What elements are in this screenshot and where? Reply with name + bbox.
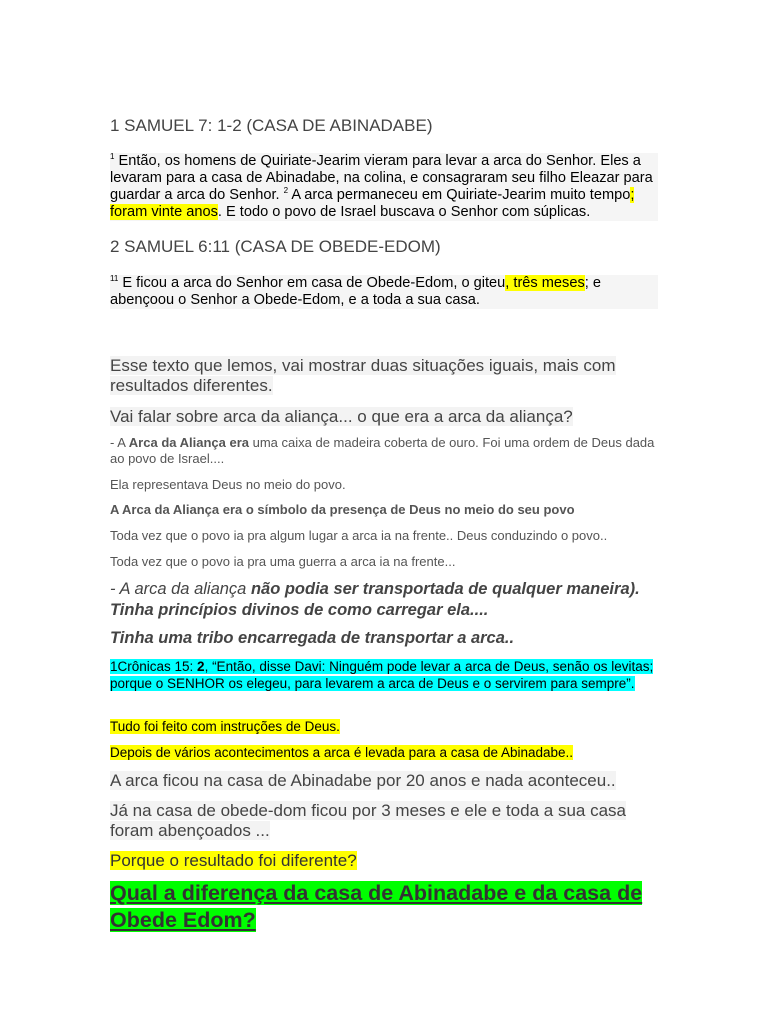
paragraph-text: uma caixa de madeira coberta de ouro. Foi uma ordem de Deus dada ao povo de Israel....: [110, 435, 655, 466]
final-question: [110, 880, 658, 934]
highlight-yellow: , três meses: [505, 275, 585, 291]
scripture-quote: [110, 658, 658, 692]
paragraph-text: Esse texto que lemos, vai mostrar duas situações iguais, mais com resultados diferentes.: [110, 356, 616, 395]
verse-number: 1: [110, 152, 115, 161]
quote-text: 1Crônicas 15:: [110, 659, 198, 674]
verse-number: 2: [283, 186, 289, 195]
heading-1-samuel: 1 SAMUEL 7: 1-2 (CASA DE ABINADABE): [110, 116, 433, 135]
question: [110, 851, 658, 871]
bold-italic-text: não podia ser transportada de qualquer maneira). Tinha princípios divinos de como carregar ela....: [110, 580, 640, 619]
paragraph-text: Já na casa de obede-dom ficou por 3 meses e ele e toda a sua casa foram abençoados ...: [110, 801, 626, 840]
paragraph-text: A arca ficou na casa de Abinadabe por 20 anos e nada aconteceu..: [110, 771, 616, 790]
heading-2-samuel: 2 SAMUEL 6:11 (CASA DE OBEDE-EDOM): [110, 237, 441, 256]
paragraph: [110, 718, 658, 735]
highlight-yellow: Porque o resultado foi diferente?: [110, 851, 357, 870]
verse-text: ; e abençoou o Senhor a Obede-Edom, e a toda a sua casa.: [110, 275, 601, 308]
highlight-yellow: Depois de vários acontecimentos a arca é levada para a casa de Abinadabe..: [110, 745, 574, 760]
verse-1-samuel: [110, 153, 658, 221]
paragraph-bold-italic: Tinha uma tribo encarregada de transportar a arca..: [110, 629, 515, 647]
quote-text: , “Então, disse Davi: Ninguém pode levar a arca de Deus, senão os levitas; porque o SENHOR os elegeu, para levarem a arca de Deus e o servirem para sempre”.: [110, 659, 654, 691]
paragraph: Ela representava Deus no meio do povo.: [110, 477, 346, 492]
paragraph: Toda vez que o povo ia pra algum lugar a arca ia na frente.. Deus conduzindo o povo..: [110, 528, 608, 543]
verse-text: E ficou a arca do Senhor em casa de Obede-Edom, o giteu: [118, 275, 506, 291]
verse-2-samuel: [110, 275, 658, 309]
verse-text: A arca permaneceu em Quiriate-Jearim muito tempo: [288, 187, 631, 203]
highlight-green: Qual a diferença da casa de Abinadabe e da casa de Obede Edom?: [110, 881, 643, 932]
italic-text: - A arca da aliança: [110, 580, 251, 598]
bold-text: 2: [197, 659, 205, 674]
paragraph: [110, 771, 658, 791]
paragraph-text: - A: [110, 435, 129, 450]
highlight-yellow: Tudo foi feito com instruções de Deus.: [110, 719, 340, 734]
highlight-yellow: ; foram vinte anos: [110, 187, 635, 220]
highlight-cyan: [110, 659, 653, 691]
verse-number: 11: [110, 274, 119, 283]
paragraph: Toda vez que o povo ia pra uma guerra a arca ia na frente...: [110, 554, 456, 569]
paragraph: [110, 407, 658, 427]
bold-text: Arca da Aliança era: [128, 435, 249, 450]
paragraph-text: Vai falar sobre arca da aliança... o que era a arca da aliança?: [110, 407, 573, 426]
paragraph: [110, 744, 658, 761]
verse-text: . E todo o povo de Israel buscava o Senhor com súplicas.: [217, 204, 591, 220]
paragraph: [110, 435, 658, 467]
paragraph-bold-italic: [110, 579, 658, 621]
paragraph: [110, 801, 658, 841]
verse-text: Então, os homens de Quiriate-Jearim vieram para levar a arca do Senhor. Eles a levaram para a casa de Abinadabe, na colina, e consagraram seu filho Eleazar para guardar a arca do Senhor.: [110, 153, 653, 203]
paragraph-bold: A Arca da Aliança era o símbolo da presença de Deus no meio do seu povo: [110, 502, 575, 517]
paragraph: [110, 356, 658, 396]
